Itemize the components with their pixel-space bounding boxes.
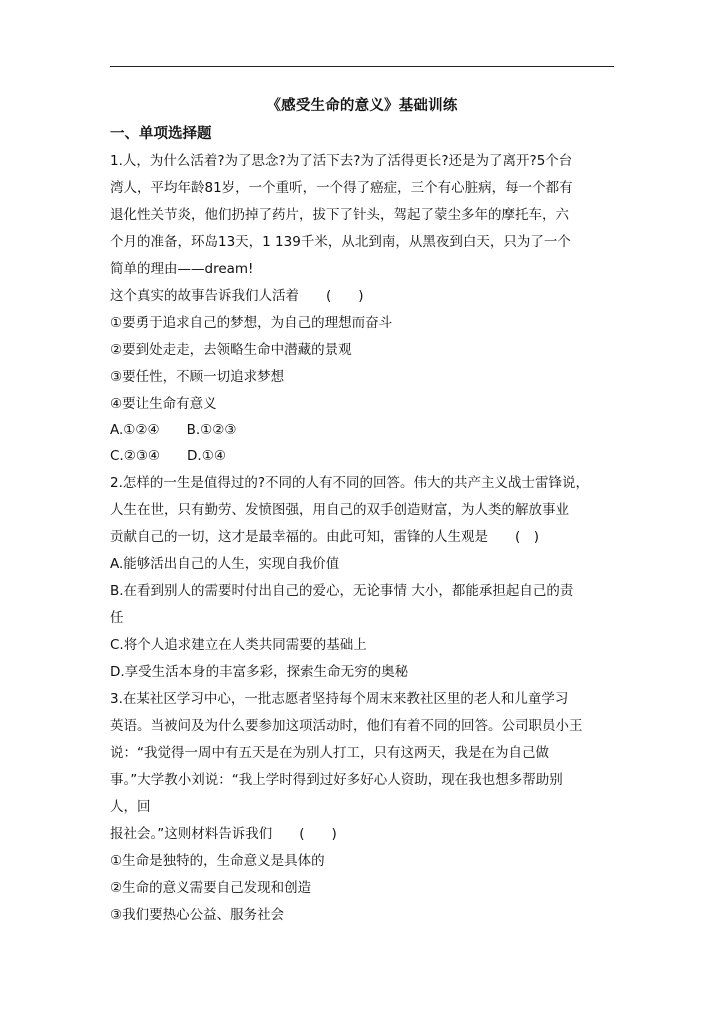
question-stem-q1: 这个真实的故事告诉我们人活着 ( ) xyxy=(110,288,364,304)
text-line-q3-4: 事。”大学教小刘说：“我上学时得到过好多好心人资助，现在我也想多帮助别 xyxy=(110,772,563,788)
text-line-q3-3: 说：“我觉得一周中有五天是在为别人打工，只有这两天，我是在为自己做 xyxy=(110,745,549,761)
statement-q3-3: ③我们要热心公益、服务社会 xyxy=(110,907,285,923)
statement-q3-2: ②生命的意义需要自己发现和创造 xyxy=(110,880,312,896)
options-cd-q1: C.②③④ D.①④ xyxy=(110,448,226,464)
option-c-q2: C.将个人追求建立在人类共同需要的基础上 xyxy=(110,637,367,653)
statement-2: ②要到处走走，去领略生命中潜藏的景观 xyxy=(110,342,352,358)
option-b-q2-cont: 任 xyxy=(110,610,124,626)
text-line-q1-4: 个月的准备，环岛13天，1 139千米，从北到南，从黑夜到白天，只为了一个 xyxy=(110,234,571,250)
text-line-q1-5: 简单的理由——dream! xyxy=(110,261,254,277)
section-heading: 一、单项选择题 xyxy=(110,126,212,142)
document-title: 《感受生命的意义》基础训练 xyxy=(266,98,458,114)
text-line-q2-1: 2.怎样的一生是值得过的?不同的人有不同的回答。伟大的共产主义战士雷锋说， xyxy=(110,475,590,491)
text-line-q3-2: 英语。当被问及为什么要参加这项活动时，他们有着不同的回答。公司职员小王 xyxy=(110,718,583,734)
statement-4: ④要让生命有意义 xyxy=(110,396,217,412)
text-line-q3-1: 3.在某社区学习中心，一批志愿者坚持每个周末来教社区里的老人和儿童学习 xyxy=(110,691,569,707)
text-line-q2-2: 人生在世，只有勤劳、发愤图强，用自己的双手创造财富，为人类的解放事业 xyxy=(110,502,569,518)
statement-1: ①要勇于追求自己的梦想，为自己的理想而奋斗 xyxy=(110,315,393,331)
option-d-q2: D.享受生活本身的丰富多彩，探索生命无穷的奥秘 xyxy=(110,664,409,680)
option-b-q2: B.在看到别人的需要时付出自己的爱心，无论事情 大小，都能承担起自己的责 xyxy=(110,583,574,599)
options-ab-q1: A.①②④ B.①②③ xyxy=(110,422,237,438)
text-line-q2-3: 贡献自己的一切，这才是最幸福的。由此可知，雷锋的人生观是 ( ) xyxy=(110,529,540,545)
text-line-q1-1: 1.人，为什么活着?为了思念?为了活下去?为了活得更长?还是为了离开?5个台 xyxy=(110,153,573,169)
option-a-q2: A.能够活出自己的人生，实现自我价值 xyxy=(110,556,340,572)
text-line-q1-3: 退化性关节炎，他们扔掉了药片，拔下了针头，驾起了蒙尘多年的摩托车，六 xyxy=(110,207,569,223)
statement-3: ③要任性，不顾一切追求梦想 xyxy=(110,369,285,385)
statement-q3-1: ①生命是独特的，生命意义是具体的 xyxy=(110,853,325,869)
header-rule xyxy=(110,66,614,67)
question-stem-q3: 报社会。”这则材料告诉我们 ( ) xyxy=(110,826,337,842)
text-line-q1-2: 湾人，平均年龄81岁，一个重听，一个得了癌症，三个有心脏病，每一个都有 xyxy=(110,180,573,196)
text-line-q3-5: 人，回 xyxy=(110,799,151,815)
